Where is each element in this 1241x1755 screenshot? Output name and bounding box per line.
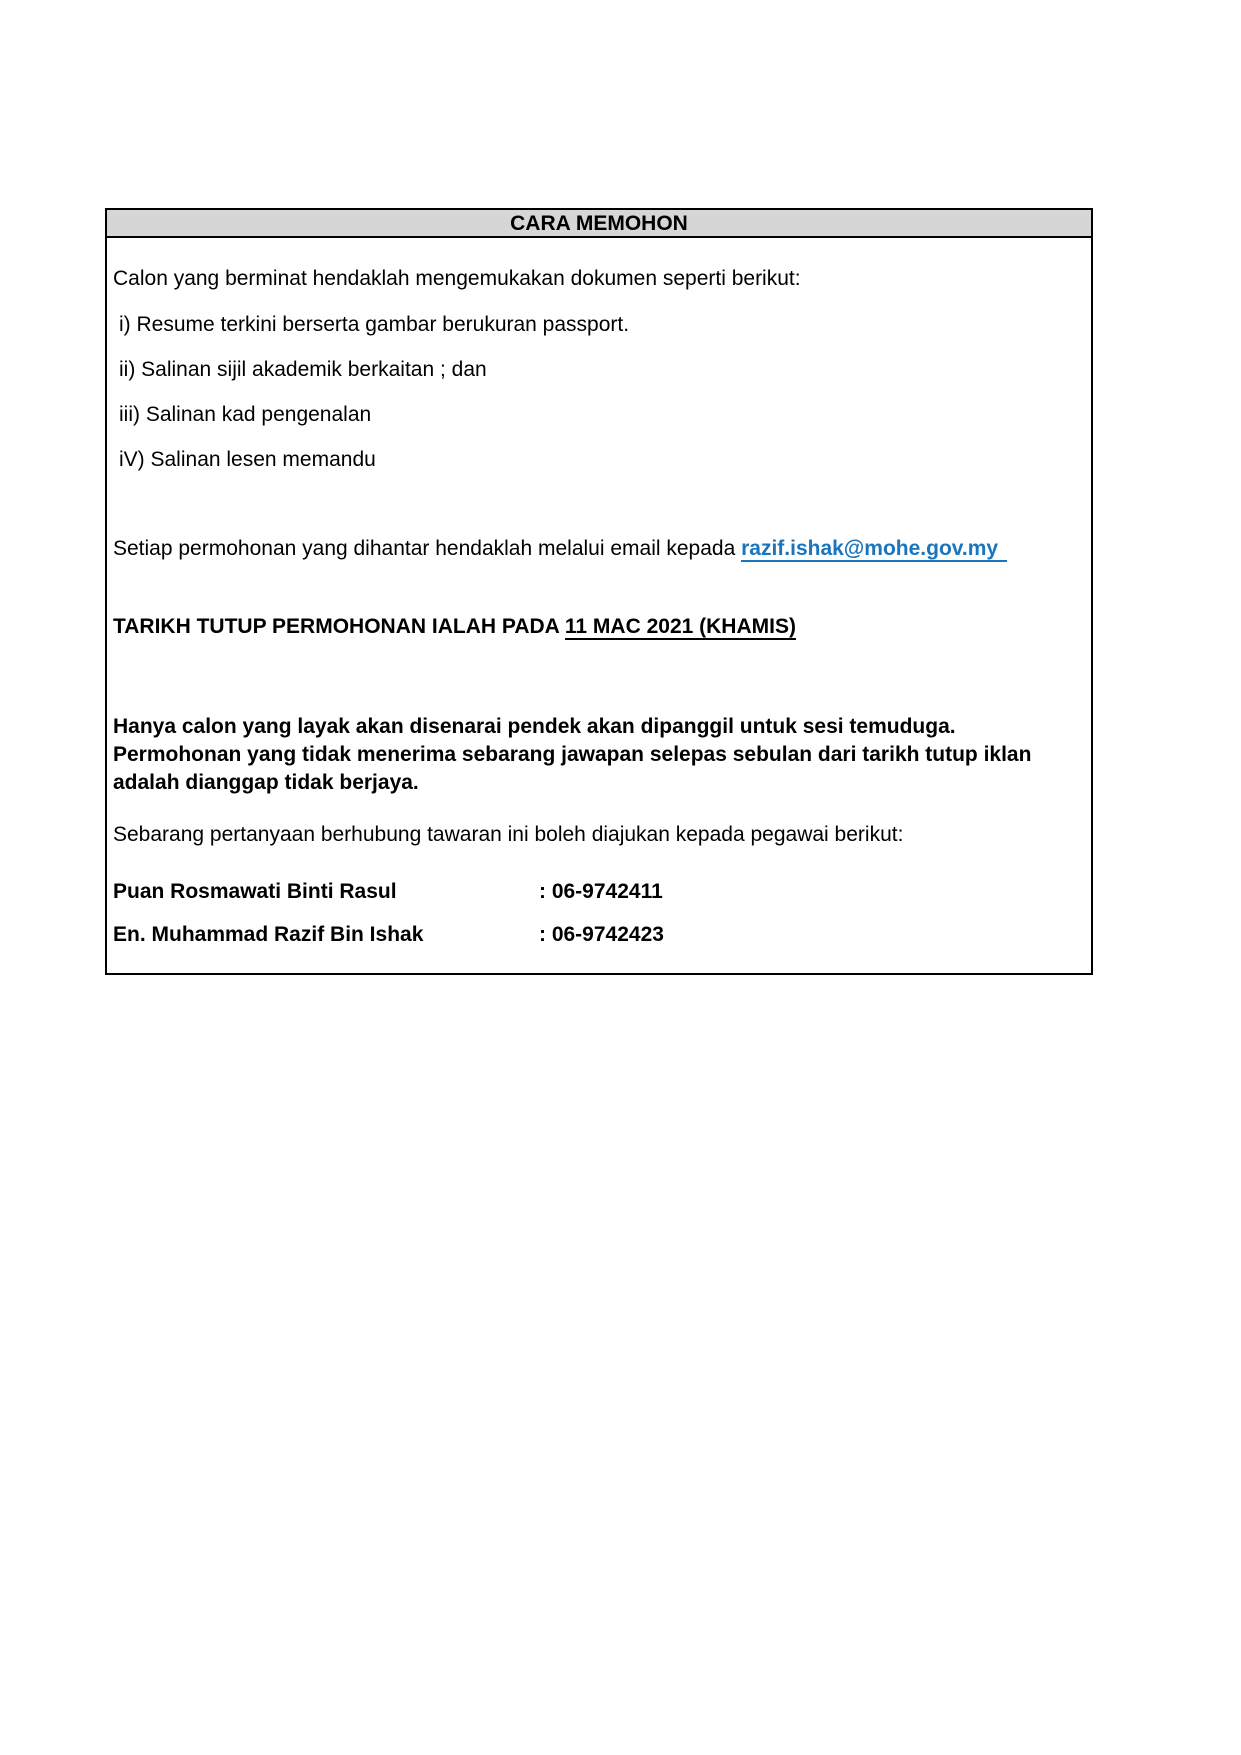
contact-phone: : 06-9742423 (539, 923, 664, 946)
contact-phone: : 06-9742411 (539, 880, 663, 903)
deadline-text (113, 613, 1085, 641)
enquiry-text: Sebarang pertanyaan berhubung tawaran ini boleh diajukan kepada pegawai berikut: (113, 823, 904, 846)
requirement-item: i) Resume terkini berserta gambar berukuran passport. (119, 313, 630, 336)
deadline-prefix: TARIKH TUTUP PERMOHONAN IALAH PADA (113, 615, 565, 638)
email-instruction (113, 535, 1085, 563)
intro-text: Calon yang berminat hendaklah mengemukakan dokumen seperti berikut: (113, 267, 801, 290)
contact-name: Puan Rosmawati Binti Rasul (113, 880, 397, 903)
shortlist-notice-line: Hanya calon yang layak akan disenarai pendek akan dipanggil untuk sesi temuduga. (113, 715, 956, 738)
email-instruction-text: Setiap permohonan yang dihantar hendaklah melalui email kepada (113, 537, 742, 560)
requirement-item: ii) Salinan sijil akademik berkaitan ; dan (119, 358, 487, 381)
cara-memohon-table (105, 208, 1093, 975)
contact-name: En. Muhammad Razif Bin Ishak (113, 923, 424, 946)
contact-row (113, 878, 1085, 906)
table-header (107, 210, 1091, 238)
requirement-item: iii) Salinan kad pengenalan (119, 403, 372, 426)
shortlist-notice-line: Permohonan yang tidak menerima sebarang jawapan selepas sebulan dari tarikh tutup iklan (113, 743, 1032, 766)
deadline-date: 11 MAC 2021 (KHAMIS) (564, 615, 796, 638)
email-link[interactable]: razif.ishak@mohe.gov.my (741, 537, 1007, 562)
requirement-item: iV) Salinan lesen memandu (119, 448, 376, 471)
contact-row (113, 921, 1085, 949)
shortlist-notice (113, 713, 1085, 797)
table-title: CARA MEMOHON (510, 212, 688, 235)
shortlist-notice-line: adalah dianggap tidak berjaya. (113, 771, 419, 794)
